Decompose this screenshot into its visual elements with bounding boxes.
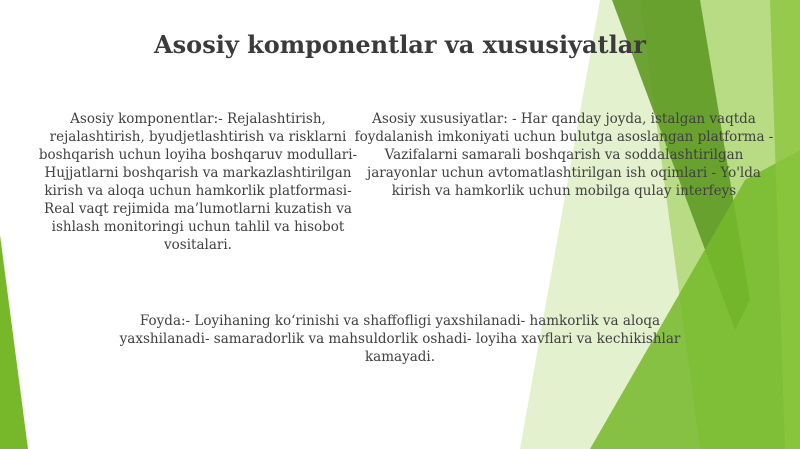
benefits-text: Foyda:- Loyihaning koʻrinishi va shaffofligi yaxshilanadi- hamkorlik va aloqa yaxshilanadi- samaradorlik va mahsuldorlik oshadi- loyiha xavflari va kechikishlar kamayadi. [119, 313, 681, 365]
components-text: Asosiy komponentlar:- Rejalashtirish, rejalashtirish, byudjetlashtirish va risklarni boshqarish uchun loyiha boshqaruv modullari- Hujjatlarni boshqarish va markazlashtirilgan kirish va aloqa uchun hamkorlik platformasi- Real vaqt rejimida ma’lumotlarni kuzatish va ishlash monitoringi uchun tahlil va hisobot vositalari. [38, 111, 358, 253]
features-text: Asosiy xususiyatlar: - Har qanday joyda, istalgan vaqtda foydalanish imkoniyati uchun bulutga asoslangan platforma - Vazifalarni samarali boshqarish va soddalashtirilgan jarayonlar uchun avtomatlashtirilgan ish oqimlari - Yo'lda kirish va hamkorlik uchun mobilga qulay interfeys [354, 111, 774, 199]
bottom-left-triangle [0, 235, 28, 449]
slide-title: Asosiy komponentlar va xususiyatlar [154, 30, 646, 59]
